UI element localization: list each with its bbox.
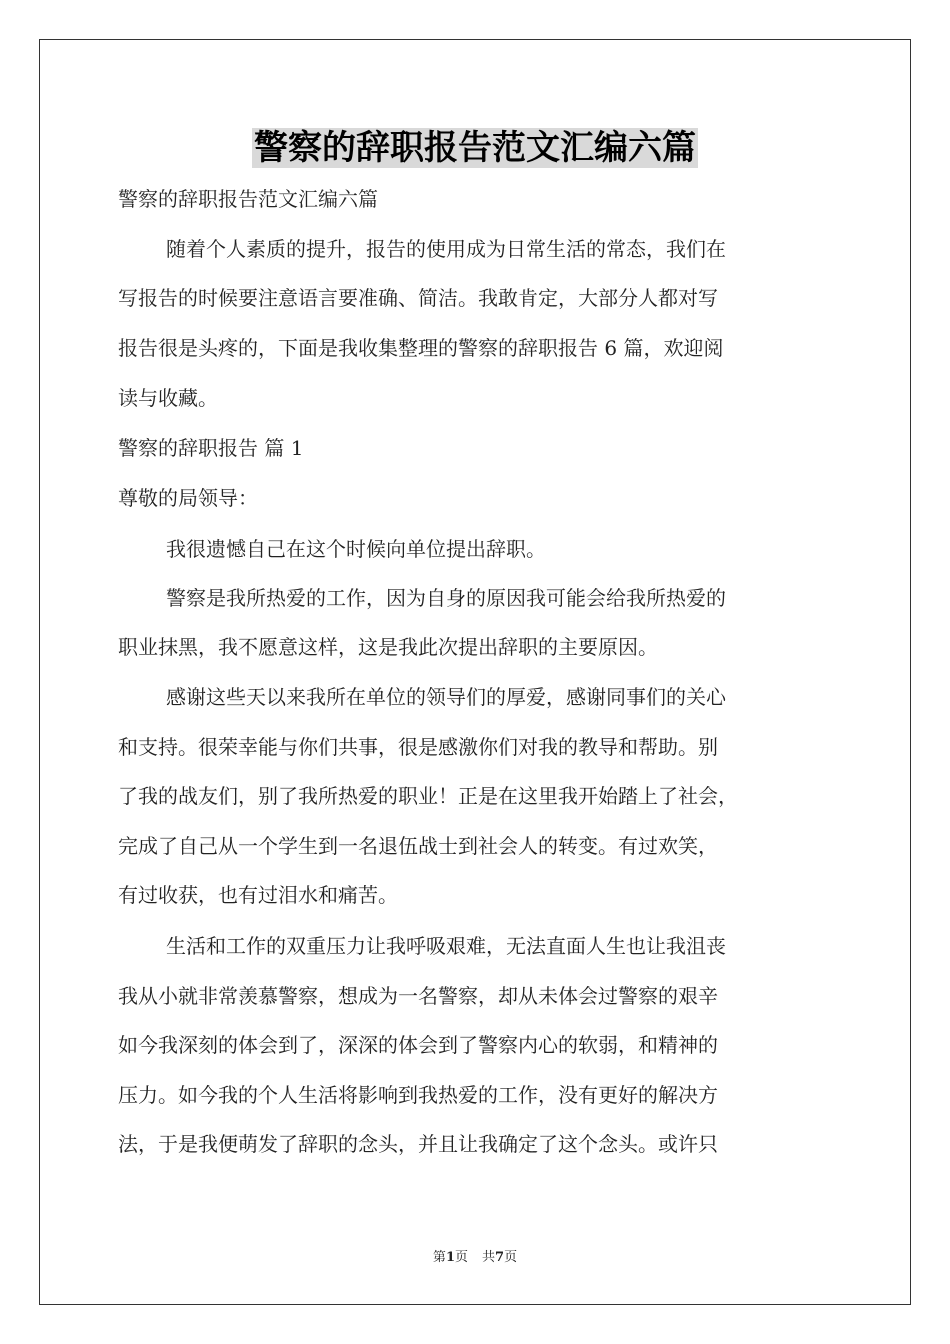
body-line: 完成了自己从一个学生到一名退伍战士到社会人的转变。有过欢笑，	[118, 834, 718, 858]
body-line: 警察是我所热爱的工作，因为自身的原因我可能会给我所热爱的	[166, 586, 726, 610]
body-line: 有过收获，也有过泪水和痛苦。	[118, 883, 398, 907]
page-number: 1	[445, 1250, 455, 1265]
body-line: 读与收藏。	[118, 386, 218, 410]
body-line: 如今我深刻的体会到了，深深的体会到了警察内心的软弱，和精神的	[118, 1033, 718, 1057]
body-line: 生活和工作的双重压力让我呼吸艰难，无法直面人生也让我沮丧	[166, 934, 726, 958]
document-title	[0, 122, 950, 174]
document-title-text: 警察的辞职报告范文汇编六篇	[254, 128, 696, 168]
total-pages: 7	[495, 1250, 505, 1265]
body-line: 职业抹黑，我不愿意这样，这是我此次提出辞职的主要原因。	[118, 635, 658, 659]
salutation: 尊敬的局领导：	[118, 486, 258, 510]
body-line: 了我的战友们，别了我所热爱的职业！正是在这里我开始踏上了社会，	[118, 784, 738, 808]
body-line: 法，于是我便萌发了辞职的念头，并且让我确定了这个念头。或许只	[118, 1132, 718, 1156]
section-heading: 警察的辞职报告 篇 1	[118, 436, 304, 460]
body-line: 报告很是头疼的，下面是我收集整理的警察的辞职报告 6 篇，欢迎阅	[118, 336, 724, 360]
body-line: 和支持。很荣幸能与你们共事，很是感激你们对我的教导和帮助。别	[118, 735, 718, 759]
page-prefix: 第	[432, 1250, 446, 1265]
total-prefix: 共	[482, 1250, 496, 1265]
subtitle-line: 警察的辞职报告范文汇编六篇	[118, 187, 378, 211]
body-line: 压力。如今我的个人生活将影响到我热爱的工作，没有更好的解决方	[118, 1083, 718, 1107]
body-line: 我从小就非常羡慕警察，想成为一名警察，却从未体会过警察的艰辛	[118, 984, 718, 1008]
page-frame	[39, 39, 911, 1305]
body-line: 我很遗憾自己在这个时候向单位提出辞职。	[166, 537, 546, 561]
body-line: 感谢这些天以来我所在单位的领导们的厚爱，感谢同事们的关心	[166, 685, 726, 709]
page-footer	[0, 1246, 950, 1265]
body-line: 随着个人素质的提升，报告的使用成为日常生活的常态，我们在	[166, 237, 726, 261]
page-suffix: 页	[454, 1250, 468, 1265]
total-suffix: 页	[504, 1250, 518, 1265]
body-line: 写报告的时候要注意语言要准确、简洁。我敢肯定，大部分人都对写	[118, 286, 718, 310]
